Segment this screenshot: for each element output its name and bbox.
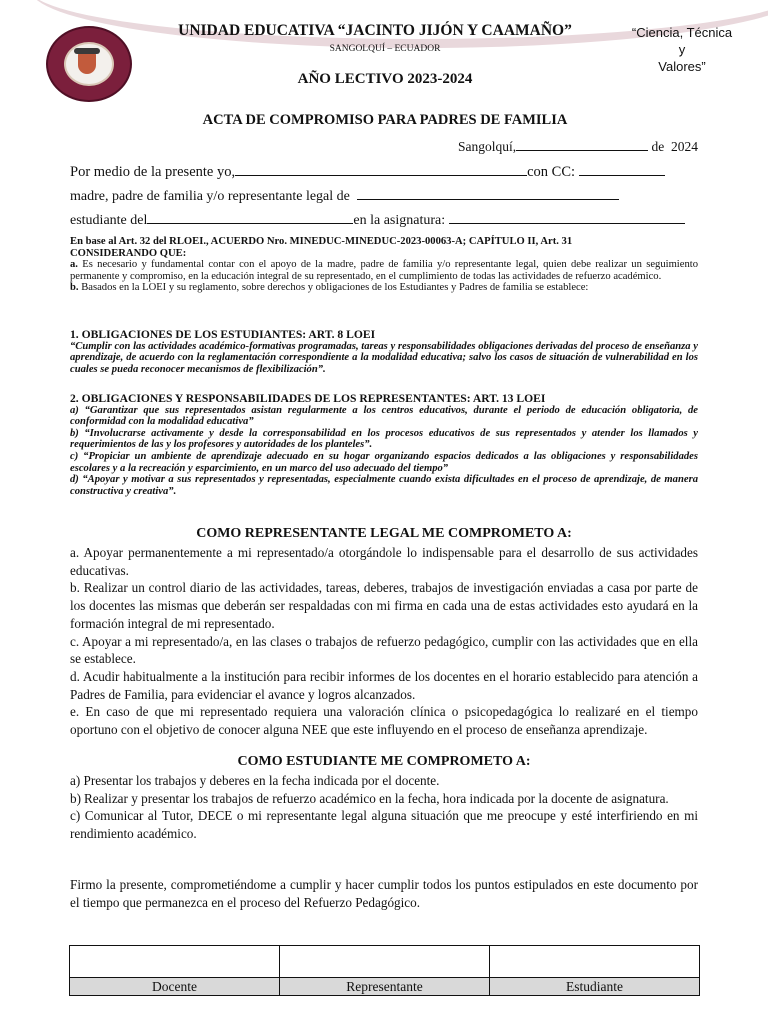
year-label: 2024 [671,139,699,154]
considering-a: a. Es necesario y fundamental contar con el apoyo de la madre, padre de familia y/o representante legal, quien debe realizar un seguimiento permanente y compromiso, en la educación integral de su representado, en el cumplimiento de todas las actividades de refuerzo académico. [70,259,698,282]
legal-rep-item: d. Acudir habitualmente a la institución para recibir informes de los docentes en el horario establecido para atención a Padres de Familia, para evidenciar el avance y logros alcanzados. [70,668,698,702]
school-motto [627,24,737,75]
student-commitment-b: b) Realizar y presentar los trabajos de refuerzo académico en la fecha, hora indicada por la docente de asignatura. [70,790,669,806]
subject-field[interactable] [449,210,685,224]
student-commitment-a: a) Presentar los trabajos y deberes en la fecha indicada por el docente. [70,773,440,788]
representatives-obligations [70,393,698,497]
legal-rep-heading: COMO REPRESENTANTE LEGAL ME COMPROMETO A: [196,526,572,541]
school-city: SANGOLQUÍ – ECUADOR [329,44,441,54]
rep-obligation-item: b) “Involucrarse activamente y desde la corresponsabilidad en los procesos educativos de sus representados y atender los llamados y requerimientos de las y los profesores y autoridades de los planteles”. [70,427,698,451]
student-commitments [70,772,698,843]
seal-crest-icon [64,42,114,86]
students-obligations [70,329,698,375]
school-name: UNIDAD EDUCATIVA “JACINTO JIJÓN Y CAAMAÑO” [178,22,572,39]
signature-box-representante[interactable] [280,946,490,978]
document-title: ACTA DE COMPROMISO PARA PADRES DE FAMILIA [202,112,568,128]
de-label: de [651,139,665,154]
form-line-2 [70,186,619,205]
student-commitments-heading: COMO ESTUDIANTE ME COMPROMETO A: [237,754,531,769]
course-field[interactable] [147,210,353,224]
legal-basis [70,236,698,294]
closing-statement: Firmo la presente, comprometiéndome a cumplir y hacer cumplir todos los puntos estipulados en este documento por el tiempo que permanezca en el proceso del Refuerzo Pedagógico. [70,877,698,910]
representatives-obligations-heading: 2. OBLIGACIONES Y RESPONSABILIDADES DE LOS REPRESENTANTES: ART. 13 LOEI [70,392,546,405]
motto-line-1: “Ciencia, Técnica y [631,25,733,57]
school-year: AÑO LECTIVO 2023-2024 [297,71,473,87]
name-field[interactable] [235,162,527,176]
signature-table [69,945,700,996]
rep-obligation-item: d) “Apoyar y motivar a sus representados y representadas, especialmente cuando exista dificultades en el proceso de aprendizaje, de manera constructiva y creativa”. [70,474,698,497]
students-obligations-heading: 1. OBLIGACIONES DE LOS ESTUDIANTES: ART. 8 LOEI [70,328,376,341]
subject-label: en la asignatura: [353,213,446,228]
intro-label: Por medio de la presente yo, [70,164,236,180]
relation-label: madre, padre de familia y/o representante legal de [70,189,350,204]
place-label: Sangolquí, [458,139,517,154]
legal-rep-item: e. En caso de que mi representado requiera una valoración clínica o psicopedagógica lo realizaré en el tiempo oportuno con el objetivo de conocer alguna NEE que este influyendo en el proceso de enseñanza aprendizaje. [70,704,698,738]
form-line-1 [70,162,665,181]
date-line [458,137,698,155]
students-obligations-text: “Cumplir con las actividades académico-formativas programadas, tareas y responsabilidades obligaciones derivadas del proceso de enseñanza y aprendizaje, de acuerdo con la reglamentación correspondiente a la modalidad educativa; salvo los casos de situación de vulnerabilidad en los cuales se pueda reconocer mecanismos de flexibilización”. [70,340,698,375]
legal-rep-item: c. Apoyar a mi representado/a, en las clases o trabajos de refuerzo pedagógico, cumplir con las actividades que en ella se establece. [70,633,698,667]
motto-line-2: Valores” [658,59,706,74]
date-day-month-field[interactable] [516,137,648,151]
signature-label-docente: Docente [70,978,280,996]
signature-box-docente[interactable] [70,946,280,978]
signature-label-estudiante: Estudiante [490,978,700,996]
rep-obligation-item: c) “Propiciar un ambiente de aprendizaje adecuado en su hogar organizando espacios dedicados a las obligaciones y responsabilidades escolares y a la recreación y esparcimiento, en un marco del uso adecuado del tiempo” [70,450,698,474]
cc-field[interactable] [579,162,665,176]
considering-b: b. Basados en la LOEI y su reglamento, sobre derechos y obligaciones de los Estudiantes y Padres de familia se establece: [70,282,589,294]
considering-heading: CONSIDERANDO QUE: [70,247,187,259]
student-of-label: estudiante del [70,213,148,228]
legal-rep-commitments [70,544,698,739]
legal-rep-item: a. Apoyar permanentemente a mi representado/a otorgándole lo indispensable para el desarrollo de sus actividades educativas. [70,545,698,578]
rep-obligation-item: a) “Garantizar que sus representados asistan regularmente a los centros educativos, durante el periodo de educación obligatoria, de conformidad con la modalidad educativa” [70,404,698,428]
cc-label: con CC: [527,164,576,180]
form-line-3 [70,210,685,229]
legal-ref: En base al Art. 32 del RLOEI., ACUERDO Nro. MINEDUC-MINEDUC-2023-00063-A; CAPÍTULO II, Art. 31 [70,236,573,247]
legal-rep-item: b. Realizar un control diario de las actividades, tareas, deberes, trabajos de investigación enviadas a casa por parte de los docentes las mismas que deberán ser respaldadas con mi firma en cada una de estas actividades esto ayudará en la formación integral de mi representado. [70,580,698,631]
student-name-field[interactable] [357,186,619,200]
signature-label-representante: Representante [280,978,490,996]
student-commitment-c: c) Comunicar al Tutor, DECE o mi representante legal alguna situación que me preocupe y esté interfiriendo en mi rendimiento académico. [70,808,698,842]
signature-box-estudiante[interactable] [490,946,700,978]
school-seal-logo [46,26,132,102]
